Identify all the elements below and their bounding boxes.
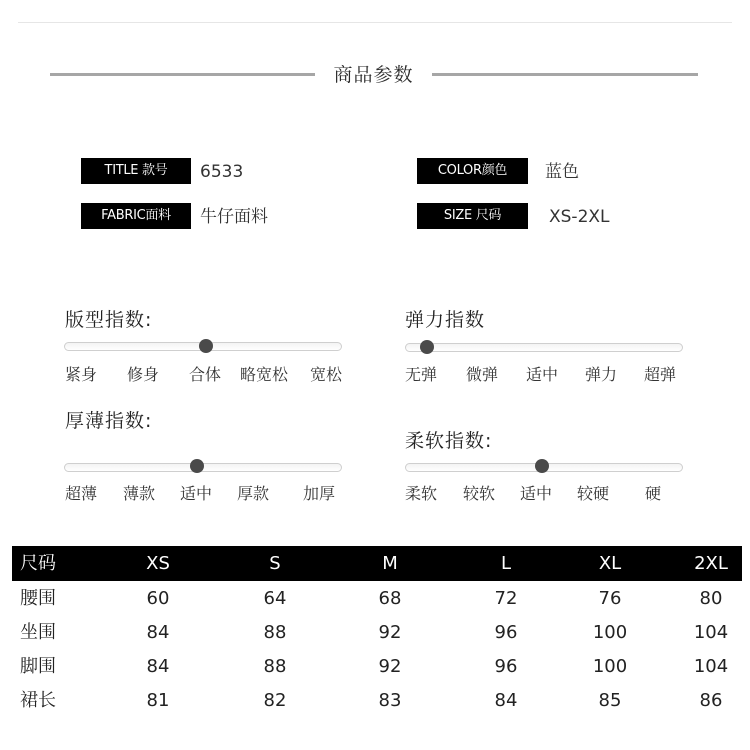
size-param-value: XS-2XL bbox=[549, 207, 610, 227]
elasticity-label-4: 弹力 bbox=[585, 365, 618, 384]
softness-label-5: 硬 bbox=[645, 484, 662, 503]
elasticity-label-1: 无弹 bbox=[405, 365, 438, 384]
table-cell: 72 bbox=[494, 588, 518, 609]
table-cell: 76 bbox=[598, 588, 622, 609]
title-divider-right bbox=[432, 73, 698, 76]
elasticity-index-title: 弹力指数 bbox=[405, 309, 486, 331]
table-cell: 84 bbox=[146, 656, 170, 677]
top-divider bbox=[18, 22, 732, 23]
table-row bbox=[0, 652, 750, 682]
size-header-xs: XS bbox=[146, 553, 170, 574]
table-cell: 82 bbox=[263, 690, 287, 711]
elasticity-index-track bbox=[405, 343, 683, 352]
fabric-param-label: FABRIC面料 bbox=[81, 203, 191, 229]
table-cell: 60 bbox=[146, 588, 170, 609]
color-param-label: COLOR颜色 bbox=[417, 158, 528, 184]
table-cell: 68 bbox=[378, 588, 402, 609]
size-param-label: SIZE 尺码 bbox=[417, 203, 528, 229]
size-header-l: L bbox=[500, 553, 512, 574]
table-cell: 104 bbox=[693, 622, 729, 643]
thickness-index-knob bbox=[190, 459, 204, 473]
table-cell: 88 bbox=[263, 622, 287, 643]
row-label-length: 裙长 bbox=[20, 690, 56, 711]
size-header-2xl: 2XL bbox=[694, 553, 728, 574]
thickness-label-1: 超薄 bbox=[65, 484, 98, 503]
softness-label-3: 适中 bbox=[520, 484, 553, 503]
fit-label-3: 合体 bbox=[189, 365, 222, 384]
table-cell: 81 bbox=[146, 690, 170, 711]
fit-index-knob bbox=[199, 339, 213, 353]
thickness-label-3: 适中 bbox=[180, 484, 213, 503]
page-title: 商品参数 bbox=[333, 64, 414, 86]
softness-index-title: 柔软指数: bbox=[405, 430, 493, 452]
size-header-m: M bbox=[382, 553, 398, 574]
size-header-xl: XL bbox=[598, 553, 622, 574]
title-param-label: TITLE 款号 bbox=[81, 158, 191, 184]
thickness-label-2: 薄款 bbox=[123, 484, 156, 503]
title-param-value: 6533 bbox=[200, 162, 244, 182]
table-cell: 92 bbox=[378, 656, 402, 677]
table-cell: 80 bbox=[699, 588, 723, 609]
fit-label-5: 宽松 bbox=[310, 365, 343, 384]
row-label-waist: 腰围 bbox=[20, 588, 56, 609]
thickness-label-5: 加厚 bbox=[303, 484, 336, 503]
elasticity-label-2: 微弹 bbox=[466, 365, 499, 384]
softness-label-1: 柔软 bbox=[405, 484, 438, 503]
thickness-label-4: 厚款 bbox=[237, 484, 270, 503]
color-param-value: 蓝色 bbox=[545, 162, 579, 182]
table-cell: 96 bbox=[494, 622, 518, 643]
softness-label-4: 较硬 bbox=[577, 484, 610, 503]
fit-label-1: 紧身 bbox=[65, 365, 98, 384]
table-cell: 84 bbox=[146, 622, 170, 643]
table-row bbox=[0, 584, 750, 614]
table-cell: 86 bbox=[699, 690, 723, 711]
elasticity-label-3: 适中 bbox=[526, 365, 559, 384]
table-cell: 104 bbox=[693, 656, 729, 677]
table-row bbox=[0, 618, 750, 648]
table-cell: 83 bbox=[378, 690, 402, 711]
table-row bbox=[0, 686, 750, 716]
table-cell: 100 bbox=[592, 656, 628, 677]
thickness-index-title: 厚薄指数: bbox=[65, 410, 153, 432]
row-label-hip: 坐围 bbox=[20, 622, 56, 643]
elasticity-index-knob bbox=[420, 340, 434, 354]
fit-label-4: 略宽松 bbox=[240, 365, 289, 384]
softness-label-2: 较软 bbox=[463, 484, 496, 503]
table-cell: 85 bbox=[598, 690, 622, 711]
table-cell: 96 bbox=[494, 656, 518, 677]
fabric-param-value: 牛仔面料 bbox=[200, 207, 268, 227]
table-cell: 92 bbox=[378, 622, 402, 643]
fit-index-title: 版型指数: bbox=[65, 309, 153, 331]
table-cell: 100 bbox=[592, 622, 628, 643]
size-header-label: 尺码 bbox=[20, 553, 56, 574]
softness-index-knob bbox=[535, 459, 549, 473]
title-divider-left bbox=[50, 73, 315, 76]
row-label-hem: 脚围 bbox=[20, 656, 56, 677]
table-cell: 64 bbox=[263, 588, 287, 609]
size-header-s: S bbox=[269, 553, 281, 574]
table-cell: 88 bbox=[263, 656, 287, 677]
elasticity-label-5: 超弹 bbox=[644, 365, 677, 384]
fit-label-2: 修身 bbox=[127, 365, 160, 384]
table-cell: 84 bbox=[494, 690, 518, 711]
size-table-header bbox=[12, 546, 742, 581]
